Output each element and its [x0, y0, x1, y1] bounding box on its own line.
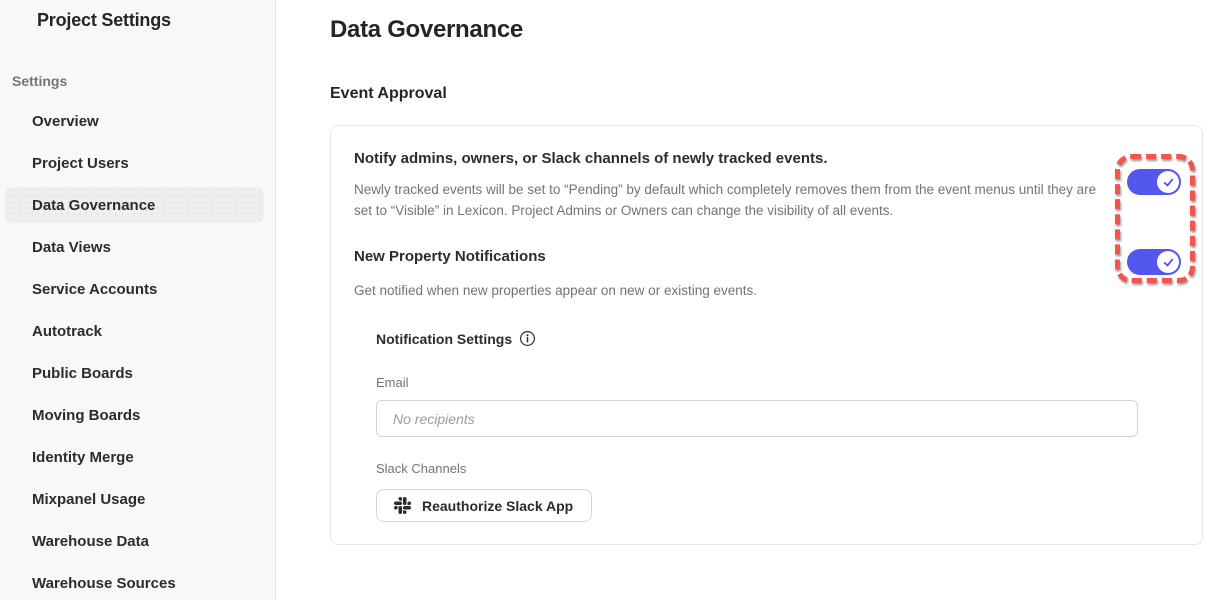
slack-logo-icon	[394, 497, 411, 514]
check-icon	[1162, 256, 1175, 269]
event-approval-card	[330, 125, 1203, 545]
event-approval-toggle[interactable]	[1127, 169, 1181, 195]
slack-channels-label: Slack Channels	[376, 461, 467, 476]
new-property-notifications-toggle[interactable]	[1127, 249, 1181, 275]
sidebar-item-service-accounts[interactable]: Service Accounts	[32, 280, 158, 298]
event-approval-description: Newly tracked events will be set to “Pending” by default which completely removes them from the event menus until they are set to “Visible” in Lexicon. Project Admins or Owners can change the visibility of all events.	[354, 182, 1097, 218]
email-recipients-input[interactable]	[376, 400, 1138, 437]
notification-settings-block	[354, 331, 1179, 522]
sidebar-item-project-users[interactable]: Project Users	[32, 154, 129, 172]
event-approval-title: Notify admins, owners, or Slack channels of newly tracked events.	[354, 150, 828, 167]
sidebar-item-moving-boards[interactable]: Moving Boards	[32, 406, 141, 424]
sidebar-item-identity-merge[interactable]: Identity Merge	[32, 448, 134, 466]
toggle-knob	[1157, 251, 1179, 273]
event-approval-heading: Event Approval	[330, 85, 447, 102]
new-property-notifications-block	[354, 248, 1179, 301]
info-circle-icon[interactable]	[519, 330, 536, 347]
main-content	[276, 0, 1217, 600]
reauthorize-slack-app-label: Reauthorize Slack App	[422, 497, 574, 514]
new-property-notifications-title: New Property Notifications	[354, 248, 546, 265]
sidebar-item-mixpanel-usage[interactable]: Mixpanel Usage	[32, 490, 146, 508]
new-property-notifications-description: Get notified when new properties appear on new or existing events.	[354, 283, 757, 298]
check-icon	[1162, 176, 1175, 189]
toggle-knob	[1157, 171, 1179, 193]
page-title: Data Governance	[330, 16, 523, 43]
sidebar-item-data-views[interactable]: Data Views	[32, 238, 111, 256]
notification-settings-title: Notification Settings	[376, 331, 513, 347]
reauthorize-slack-app-button[interactable]	[376, 489, 592, 522]
sidebar-item-warehouse-sources[interactable]: Warehouse Sources	[32, 574, 176, 592]
sidebar-item-overview[interactable]: Overview	[32, 112, 99, 130]
sidebar-item-public-boards[interactable]: Public Boards	[32, 364, 133, 382]
event-approval-block	[354, 150, 1179, 221]
sidebar-section-label: Settings	[12, 73, 68, 89]
sidebar-item-autotrack[interactable]: Autotrack	[32, 322, 103, 340]
email-label: Email	[376, 375, 409, 390]
sidebar-item-warehouse-data[interactable]: Warehouse Data	[32, 532, 149, 550]
sidebar-title: Project Settings	[37, 10, 171, 30]
sidebar-item-data-governance[interactable]: Data Governance	[5, 187, 264, 223]
settings-sidebar	[0, 0, 276, 600]
sidebar-nav	[0, 103, 275, 600]
